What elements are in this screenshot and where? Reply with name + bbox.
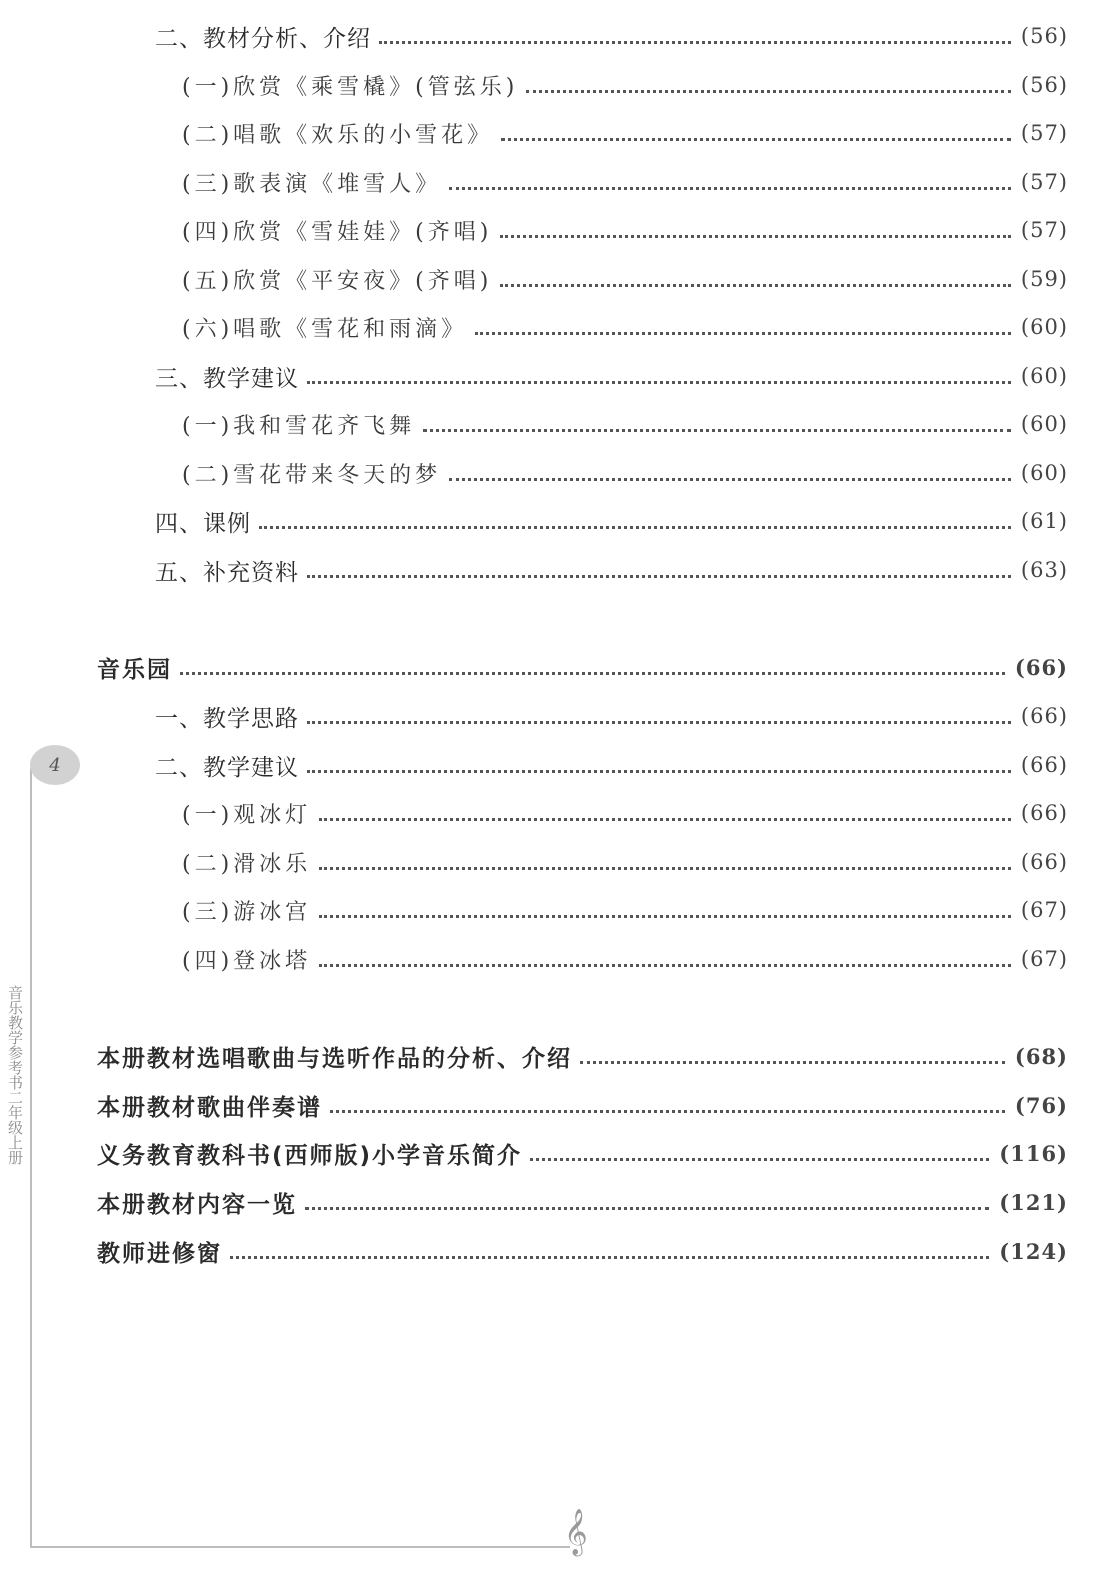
toc-entry-page: (66): [1020, 753, 1068, 777]
page-number-badge: [30, 745, 80, 785]
toc-entry-page: (66): [1020, 850, 1068, 874]
toc-entry-title: (四)登冰塔: [182, 948, 312, 974]
dot-leader: [319, 887, 1011, 918]
margin-rule-horizontal: [30, 1546, 570, 1548]
toc-entry-title: (六)唱歌《雪花和雨滴》: [182, 316, 468, 342]
dot-leader: [580, 1033, 1005, 1064]
toc-entry-page: (56): [1020, 24, 1068, 48]
dot-leader: [307, 353, 1011, 384]
toc-entry[interactable]: [97, 647, 1068, 687]
toc-entry[interactable]: [182, 113, 1068, 153]
toc-entry-title: 一、教学思路: [155, 705, 299, 732]
toc-entry-title: (二)雪花带来冬天的梦: [182, 462, 442, 488]
toc-entry[interactable]: [182, 259, 1068, 299]
toc-entry-page: (63): [1020, 558, 1068, 582]
toc-entry-title: 五、补充资料: [155, 559, 299, 586]
dot-leader: [307, 547, 1011, 578]
dot-leader: [305, 1179, 989, 1210]
toc-entry[interactable]: [182, 939, 1068, 979]
dot-leader: [500, 207, 1011, 238]
toc-entry-title: (四)欣赏《雪娃娃》(齐唱): [182, 219, 493, 245]
dot-leader: [319, 790, 1011, 821]
toc-entry-title: 音乐园: [97, 656, 172, 683]
toc-entry[interactable]: [155, 356, 1068, 396]
toc-entry-title: (二)唱歌《欢乐的小雪花》: [182, 122, 494, 148]
toc-entry-title: 本册教材内容一览: [97, 1191, 297, 1218]
dot-leader: [500, 256, 1011, 287]
dot-leader: [449, 450, 1011, 481]
treble-clef-icon: 𝄞: [564, 1509, 588, 1555]
toc-entry-page: (68): [1014, 1043, 1068, 1069]
page-number: 4: [49, 754, 61, 776]
toc-entry-page: (67): [1020, 898, 1068, 922]
dot-leader: [230, 1228, 989, 1259]
toc-entry[interactable]: [182, 210, 1068, 250]
toc-entry-page: (66): [1020, 801, 1068, 825]
toc-entry[interactable]: [182, 65, 1068, 105]
dot-leader: [449, 159, 1011, 190]
dot-leader: [180, 644, 1005, 675]
dot-leader: [330, 1082, 1005, 1113]
toc-entry[interactable]: [155, 550, 1068, 590]
toc-entry[interactable]: [155, 696, 1068, 736]
toc-entry-page: (56): [1020, 73, 1068, 97]
dot-leader: [526, 62, 1011, 93]
toc-entry-title: (一)欣赏《乘雪橇》(管弦乐): [182, 74, 519, 100]
toc-entry-page: (60): [1020, 364, 1068, 388]
toc-entry-page: (124): [999, 1238, 1068, 1264]
toc-entry-page: (121): [999, 1189, 1068, 1215]
dot-leader: [307, 742, 1011, 773]
toc-entry[interactable]: [97, 1231, 1068, 1271]
toc-entry-title: (一)我和雪花齐飞舞: [182, 413, 416, 439]
toc-entry[interactable]: [182, 842, 1068, 882]
toc-entry-title: (五)欣赏《平安夜》(齐唱): [182, 268, 493, 294]
toc-entry-page: (67): [1020, 947, 1068, 971]
book-title-side-label: 音乐教学参考书二年级上册: [6, 985, 24, 1165]
toc-entry-title: 教师进修窗: [97, 1240, 222, 1267]
toc-entry[interactable]: [97, 1036, 1068, 1076]
toc-entry-title: 三、教学建议: [155, 365, 299, 392]
toc-entry-title: 义务教育教科书(西师版)小学音乐简介: [97, 1142, 523, 1169]
toc-entry-page: (57): [1020, 170, 1068, 194]
dot-leader: [530, 1130, 989, 1161]
toc-entry-title: 四、课例: [155, 510, 251, 537]
toc-entry-title: 二、教材分析、介绍: [155, 25, 371, 52]
toc-entry-page: (57): [1020, 121, 1068, 145]
toc-entry[interactable]: [97, 1085, 1068, 1125]
toc-entry-page: (76): [1014, 1092, 1068, 1118]
toc-entry[interactable]: [182, 162, 1068, 202]
dot-leader: [319, 839, 1011, 870]
toc-entry[interactable]: [182, 890, 1068, 930]
toc-entry-page: (66): [1014, 654, 1068, 680]
toc-entry[interactable]: [97, 1182, 1068, 1222]
toc-entry-title: 二、教学建议: [155, 754, 299, 781]
dot-leader: [475, 304, 1011, 335]
toc-entry-title: 本册教材选唱歌曲与选听作品的分析、介绍: [97, 1045, 572, 1072]
toc-entry[interactable]: [155, 501, 1068, 541]
toc-entry[interactable]: [182, 793, 1068, 833]
toc-entry-page: (66): [1020, 704, 1068, 728]
toc-entry[interactable]: [182, 453, 1068, 493]
dot-leader: [501, 110, 1011, 141]
toc-entry[interactable]: [97, 1133, 1068, 1173]
toc-entry-page: (116): [999, 1140, 1068, 1166]
toc-entry-title: (三)游冰宫: [182, 899, 312, 925]
toc-entry[interactable]: [182, 307, 1068, 347]
toc-entry-page: (61): [1020, 509, 1068, 533]
toc-entry-title: 本册教材歌曲伴奏谱: [97, 1094, 322, 1121]
toc-entry[interactable]: [155, 745, 1068, 785]
toc-entry[interactable]: [155, 16, 1068, 56]
toc-entry-title: (一)观冰灯: [182, 802, 312, 828]
dot-leader: [423, 401, 1011, 432]
dot-leader: [319, 936, 1011, 967]
dot-leader: [307, 693, 1011, 724]
toc-entry-page: (60): [1020, 412, 1068, 436]
toc-entry-title: (三)歌表演《堆雪人》: [182, 171, 442, 197]
toc-entry-page: (60): [1020, 315, 1068, 339]
dot-leader: [379, 13, 1011, 44]
margin-rule-vertical: [30, 768, 32, 1548]
toc-entry-title: (二)滑冰乐: [182, 851, 312, 877]
toc-entry[interactable]: [182, 404, 1068, 444]
toc-entry-page: (57): [1020, 218, 1068, 242]
toc-entry-page: (59): [1020, 267, 1068, 291]
toc-entry-page: (60): [1020, 461, 1068, 485]
dot-leader: [259, 498, 1011, 529]
